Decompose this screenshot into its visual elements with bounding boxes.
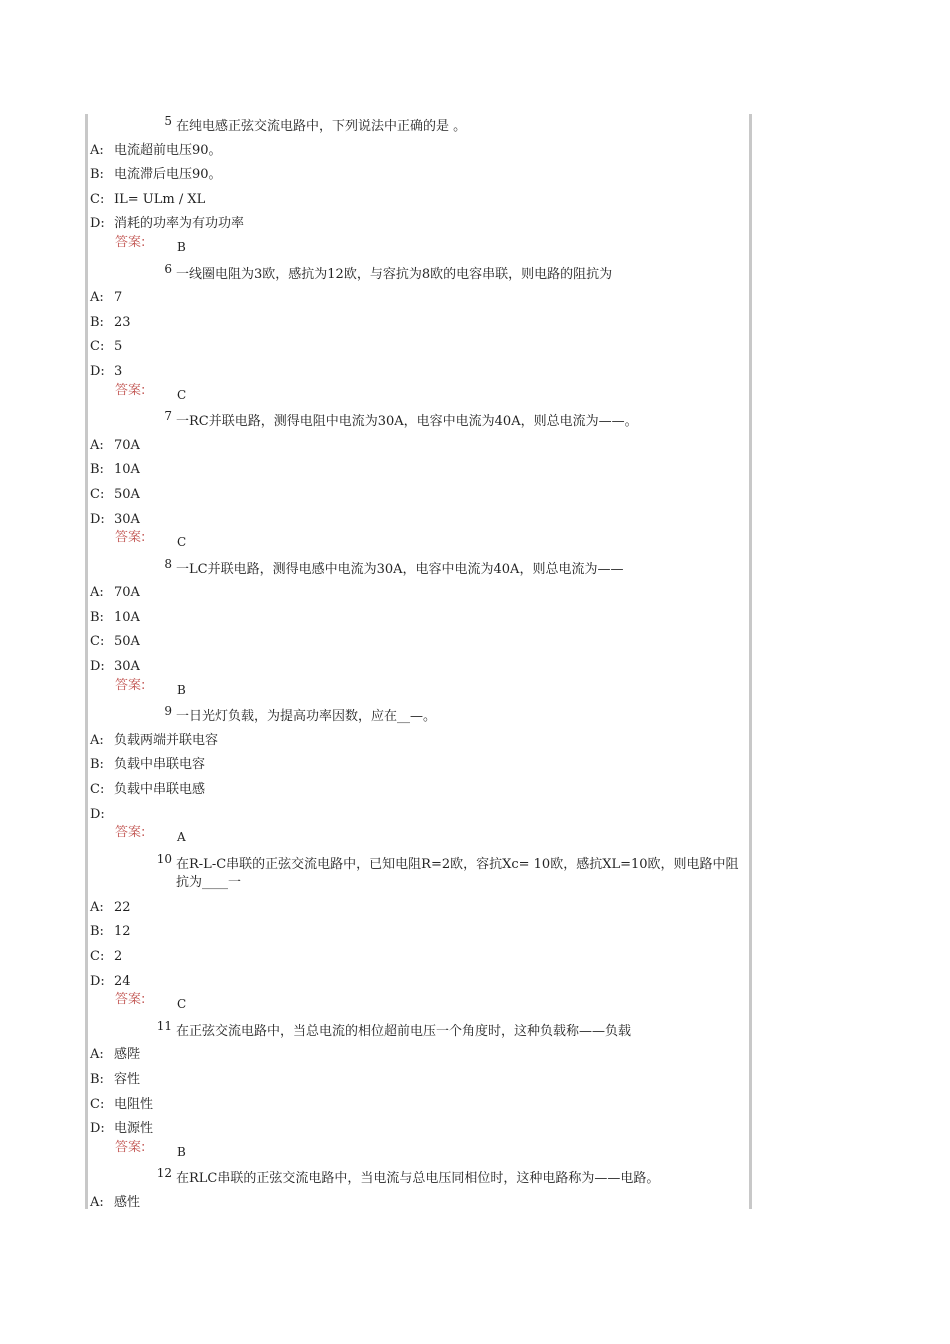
option-label: B: [90,462,104,478]
option-a [88,434,749,459]
option-label: B: [90,1071,104,1087]
option-c [88,335,749,360]
option-text: 50A [114,486,140,502]
option-text: 10A [114,462,140,478]
question-12 [88,1166,749,1215]
answer-row [88,827,749,852]
option-text: 电流超前电压90。 [114,142,222,158]
option-label: B: [90,757,104,773]
question-11 [88,1019,749,1167]
answer-label: 答案: [115,992,146,1008]
option-label: A: [90,142,104,158]
option-label: C: [90,486,105,502]
answer-value: C [177,387,187,402]
question-line [88,852,749,896]
option-text: 电阻性 [114,1096,154,1112]
question-8 [88,557,749,705]
option-label: C: [90,1096,105,1112]
option-c [88,945,749,970]
answer-row [88,1139,749,1167]
option-a [88,1191,749,1216]
answer-row [88,677,749,705]
option-label: A: [90,1047,104,1063]
question-line [88,1019,749,1044]
question-line [88,557,749,582]
answer-label: 答案: [115,530,146,546]
answer-label: 答案: [115,234,146,250]
option-label: C: [90,949,105,964]
option-b [88,753,749,778]
option-d [88,212,749,237]
question-number: 6 [164,261,172,276]
answer-value: B [177,682,186,697]
option-label: C: [90,339,105,355]
option-text: 容性 [114,1071,141,1087]
option-label: B: [90,167,104,183]
option-label: A: [90,1194,104,1210]
option-label: D: [90,973,105,989]
option-text: 23 [114,314,131,330]
question-line [88,1166,749,1191]
option-label: D: [90,1121,105,1137]
question-number: 5 [164,114,172,128]
option-text: 5 [114,339,123,355]
answer-row [88,532,749,557]
option-text: 30A [114,511,140,527]
answer-value: B [177,239,186,254]
question-sheet [85,114,752,1209]
option-text: 3 [114,363,123,379]
question-7 [88,409,749,557]
question-number: 10 [156,851,172,866]
option-label: A: [90,899,104,915]
option-text: 24 [114,973,131,989]
answer-label: 答案: [115,825,146,841]
option-label: D: [90,363,105,379]
option-text: 电源性 [114,1121,154,1137]
option-text: 12 [114,924,131,940]
question-line [88,704,749,729]
option-text: 70A [114,585,140,601]
option-text: 负载中串联电感 [114,782,206,798]
option-label: D: [90,659,105,675]
option-label: C: [90,782,105,798]
option-d [88,655,749,680]
question-line [88,409,749,434]
question-text: 在正弦交流电路中，当总电流的相位超前电压一个角度时，这种负载称——负载 [176,1023,632,1039]
option-a [88,286,749,311]
answer-value: B [177,1144,186,1159]
option-text: 22 [114,899,131,915]
question-number: 7 [164,409,172,424]
option-text: IL= ULm / XL [114,191,206,207]
question-line [88,262,749,287]
question-number: 11 [156,1018,172,1033]
question-number: 8 [164,556,172,571]
question-number: 12 [156,1166,172,1181]
option-c [88,778,749,803]
option-b [88,606,749,631]
option-d [88,803,749,828]
option-text: 感陛 [114,1047,141,1063]
option-label: B: [90,924,104,940]
option-text: 7 [114,290,123,306]
question-number: 9 [164,704,172,719]
question-text: 在RLC串联的正弦交流电路中，当电流与总电压同相位时，这种电路称为——电路。 [176,1171,660,1187]
option-text: 50A [114,634,140,650]
option-label: C: [90,634,105,650]
option-b [88,311,749,336]
option-b [88,458,749,483]
question-6 [88,262,749,410]
question-text: 一日光灯负载，为提高功率因数，应在__—。 [176,709,437,725]
option-d [88,508,749,533]
option-text: 感性 [114,1194,141,1210]
option-text: 负载中串联电容 [114,757,206,773]
option-label: A: [90,290,104,306]
option-text: 10A [114,609,140,625]
option-text: 消耗的功率为有功功率 [114,216,245,232]
option-b [88,1068,749,1093]
option-d [88,360,749,385]
answer-value: C [177,535,187,550]
option-text: 2 [114,949,123,964]
answer-row [88,234,749,262]
option-c [88,483,749,508]
answer-value: A [177,830,186,845]
answer-row [88,994,749,1019]
option-a [88,1043,749,1068]
option-b [88,163,749,188]
option-c [88,1093,749,1118]
option-text: 负载两端并联电容 [114,732,219,748]
option-label: A: [90,585,104,601]
option-a [88,139,749,164]
option-a [88,729,749,754]
option-label: A: [90,437,104,453]
question-text: 在纯电感正弦交流电路中，下列说法中正确的是 。 [176,119,467,134]
option-b [88,920,749,945]
option-label: C: [90,191,105,207]
question-text: 在R-L-C串联的正弦交流电路中，已知电阻R=2欧，容抗Xc= 10欧，感抗XL=10欧，则电路中阻抗为____一 [176,856,739,890]
answer-label: 答案: [115,382,146,398]
option-d [88,1117,749,1142]
option-c [88,188,749,213]
question-9 [88,704,749,852]
answer-value: C [177,997,187,1012]
answer-row [88,382,749,410]
option-label: B: [90,609,104,625]
option-label: A: [90,732,104,748]
option-label: D: [90,806,105,822]
question-5 [88,114,749,262]
option-a [88,896,749,921]
answer-label: 答案: [115,677,146,693]
option-d [88,970,749,995]
question-text: 一RC并联电路，测得电阻中电流为30A，电容中电流为40A，则总电流为——。 [176,414,638,430]
option-c [88,630,749,655]
option-text: 70A [114,437,140,453]
question-10 [88,852,749,1019]
option-label: D: [90,216,105,232]
question-text: 一LC并联电路，测得电感中电流为30A，电容中电流为40A，则总电流为—— [176,561,624,577]
option-text: 电流滞后电压90。 [114,167,222,183]
question-line [88,114,749,139]
question-text: 一线圈电阻为3欧，感抗为12欧，与容抗为8欧的电容串联，则电路的阻抗为 [176,266,613,282]
option-label: B: [90,314,104,330]
option-label: D: [90,511,105,527]
option-text: 30A [114,659,140,675]
option-a [88,581,749,606]
answer-label: 答案: [115,1139,146,1155]
